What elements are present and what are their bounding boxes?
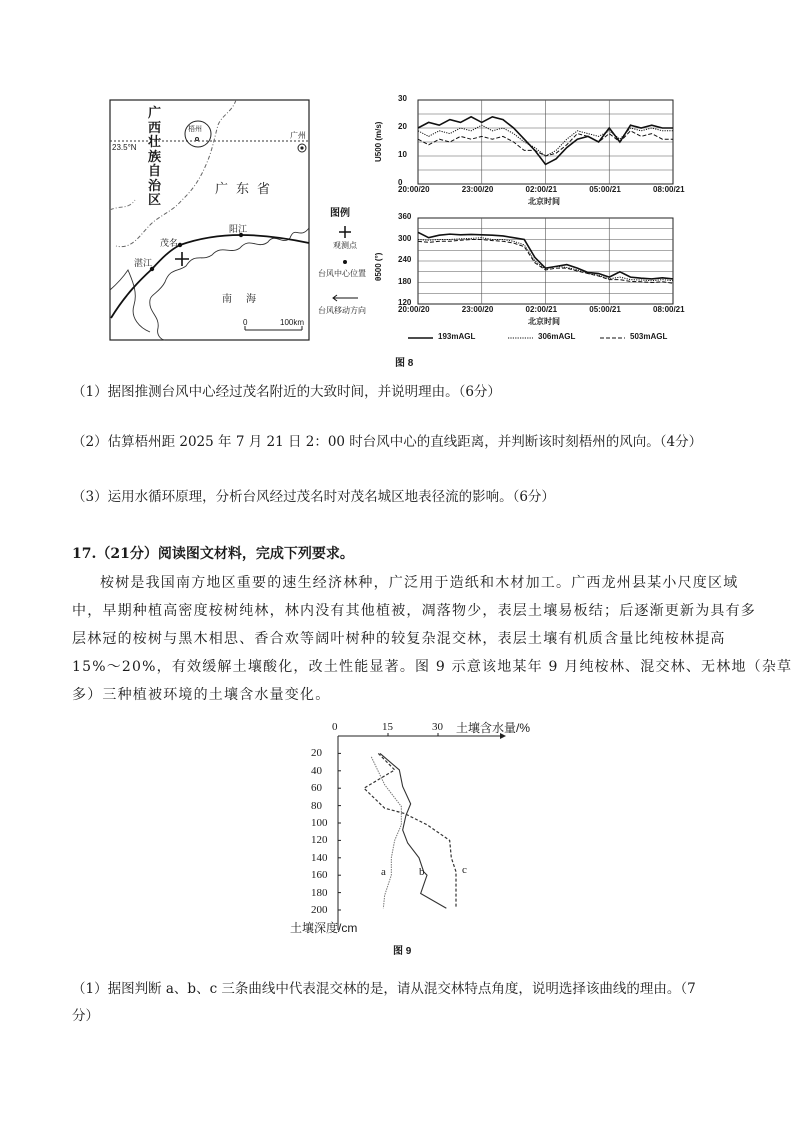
top-xtick: 20:00/20 [398,185,430,194]
bottom-xtick: 20:00/20 [398,305,430,314]
bottom-ytick: 360 [398,212,412,221]
question-16-2: （2）估算梧州距 2025 年 7 月 21 日 2：00 时台风中心的直线距离，并判断该时刻梧州的风向。（4分） [72,434,703,450]
bottom-xtick: 23:00/20 [461,305,494,314]
fig9-caption: 图 9 [393,946,412,957]
top-xtick: 02:00/21 [525,185,558,194]
para-line: 15%～20%，有效缓解土壤酸化，改土性能显著。图 9 示意该地某年 9 月纯桉林、混交林、无林地（杂草 [72,659,793,675]
fig9-curve-label: a [381,866,386,878]
bottom-ytick: 120 [398,298,412,307]
para-line: 桉树是我国南方地区重要的速生经济林种，广泛用于造纸和木材加工。广西龙州县某小尺度区域 [100,575,739,591]
fig9-ytick: 80 [311,799,322,812]
label-sea: 南海 [222,294,270,305]
fig9-ytick: 200 [311,904,328,916]
bottom-xlabel: 北京时间 [528,317,560,326]
top-ytick: 20 [398,122,407,131]
question-16-3: （3）运用水循环原理，分析台风经过茂名时对茂名城区地表径流的影响。（6分） [72,489,555,505]
label-guangzhou: 广州 [290,131,306,140]
para-line: 中，早期种植高密度桉树纯林，林内没有其他植被，凋落物少，表层土壤易板结；后逐渐更新为具有多 [72,603,756,619]
fig9-xtick: 15 [382,721,393,733]
question-17-1-cont: 分） [72,1008,99,1024]
scale-zero: 0 [243,318,248,327]
fig9-curve-b [380,753,446,908]
fig9-ytick: 160 [311,869,328,882]
top-xlabel: 北京时间 [528,197,560,206]
fig9-curve-a [371,757,401,908]
legend-obs: 观测点 [333,241,357,250]
label-maoming: 茂名 [160,238,179,248]
legend-label: 193mAGL [438,332,476,341]
fig9-ylabel: 土壤深度/cm [290,921,358,935]
top-ytick: 0 [398,178,403,187]
legend-center: 台风中心位置 [318,269,366,278]
label-latitude: 23.5°N [112,143,137,152]
fig9-xtick: 30 [432,721,443,733]
top-ylabel: U500 (m/s) [374,121,383,162]
bottom-xtick: 02:00/21 [525,305,558,314]
question-17-heading: 17.（21分）阅读图文材料，完成下列要求。 [72,546,354,562]
top-xtick: 05:00/21 [589,185,621,194]
top-xtick: 08:00/21 [653,185,685,194]
fig8-caption: 图 8 [395,358,414,369]
fig9-curve-label: b [419,866,425,878]
legend-label: 503mAGL [630,332,668,341]
question-17-1: （1）据图判断 a、b、c 三条曲线中代表混交林的是，请从混交林特点角度，说明选择该曲线的理由。（7 [72,981,696,997]
label-zhanjiang: 湛江 [134,258,153,268]
fig9-ytick: 40 [311,764,322,777]
scale-label: 100km [280,318,305,327]
label-wuzhou: 梧州 [188,126,202,133]
label-guangdong: 广东省 [215,181,279,196]
para-line: 多）三种植被环境的土壤含水量变化。 [72,687,331,703]
legend-label: 306mAGL [538,332,576,341]
top-xtick: 23:00/20 [461,185,494,194]
para-line: 层林冠的桉树与黑木相思、香合欢等阔叶树种的较复杂混交林，表层土壤有机质含量比纯桉林提高 [72,631,726,647]
legend-direction: 台风移动方向 [318,306,366,315]
top-ytick: 10 [398,150,407,159]
fig9-ytick: 100 [311,817,328,829]
legend-title: 图例 [330,208,350,219]
top-ytick: 30 [398,94,407,103]
bottom-ylabel: θ500 (°) [374,252,383,281]
bottom-ytick: 240 [398,255,412,264]
fig9-curve-c [364,753,456,908]
fig9-ytick: 20 [311,747,322,760]
fig9-xtick: 0 [332,721,338,733]
fig9-xlabel: 土壤含水量/% [456,721,531,735]
label-yangjiang: 阳江 [229,224,248,234]
fig9-ytick: 140 [311,851,328,864]
bottom-xtick: 08:00/21 [653,305,685,314]
bottom-ytick: 300 [398,233,412,243]
label-guangxi: 广西壮族自治区 [148,105,162,207]
fig9-ytick: 60 [311,782,322,795]
fig9-ytick: 180 [311,886,328,899]
fig9-curve-label: c [462,864,467,876]
fig9-ytick: 120 [311,834,328,847]
bottom-ytick: 180 [398,276,412,286]
bottom-xtick: 05:00/21 [589,305,621,314]
question-16-1: （1）据图推测台风中心经过茂名附近的大致时间，并说明理由。（6分） [72,384,501,400]
